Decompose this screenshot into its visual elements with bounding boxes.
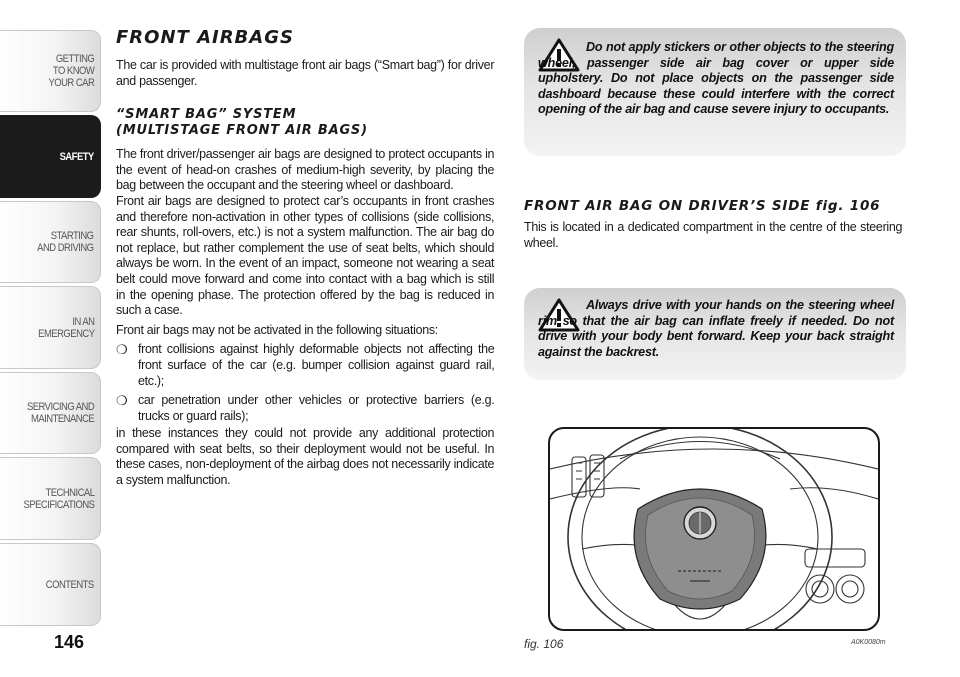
page-number: 146 bbox=[54, 632, 85, 652]
section-heading-line2: (MULTISTAGE FRONT AIR BAGS) bbox=[116, 123, 368, 139]
list-item-text: car penetration under other vehicles or protective barriers (e.g. trucks or guard rails); bbox=[138, 393, 495, 423]
tab-servicing-and-maintenance[interactable] bbox=[0, 372, 101, 454]
body-paragraph: Front air bags are designed to protect car’s occupants in front crashes and therefore non-activation in other types of collisions (side collisions, rear shunts, roll-overs, etc.) is not a system malfunction. The air bag do not replace, but rather complement the use of seat belts, which should always be worn. In the event of an impact, someone not wearing a seat belt could move forward and come into contact with a bag which is still in the opening phase. The protection offered by the bag is reduced in such a case. bbox=[116, 193, 495, 318]
list-item bbox=[116, 342, 498, 389]
tab-technical-specifications[interactable] bbox=[0, 457, 101, 540]
warning-box bbox=[524, 28, 906, 156]
left-column bbox=[116, 27, 498, 489]
tab-in-an-emergency[interactable] bbox=[0, 286, 101, 369]
tab-safety[interactable] bbox=[0, 115, 101, 198]
driver-airbag-section bbox=[524, 198, 906, 251]
tab-getting-to-know-your-car[interactable] bbox=[0, 30, 101, 112]
tab-label: IN AN EMERGENCY bbox=[37, 315, 94, 340]
list-item bbox=[116, 393, 498, 424]
tab-starting-and-driving[interactable] bbox=[0, 201, 101, 283]
intro-paragraph: The car is provided with multistage front air bags (“Smart bag”) for driver and passenger. bbox=[116, 58, 495, 88]
body-paragraph: The front driver/passenger air bags are designed to protect occupants in the event of head-on crashes of medium-high severity, by placing the bag between the occupant and the steering wheel or dashboard. bbox=[116, 147, 495, 193]
list-item-text: front collisions against highly deformable objects not affecting the front surface of the car (e.g. bumper collision against guard rail, etc.); bbox=[138, 342, 495, 388]
tab-label: SERVICING AND MAINTENANCE bbox=[26, 401, 94, 425]
body-paragraph: Front air bags may not be activated in the following situations: bbox=[116, 322, 438, 337]
figure-caption: fig. 106 bbox=[524, 637, 564, 651]
body-paragraph: This is located in a dedicated compartment in the centre of the steering wheel. bbox=[524, 220, 903, 250]
steering-wheel-illustration bbox=[550, 429, 878, 629]
tab-label: CONTENTS bbox=[46, 578, 94, 591]
tab-label: GETTING TO KNOW YOUR CAR bbox=[48, 53, 94, 89]
warning-text: Always drive with your hands on the steering wheel rim so that the air bag can inflate freely if needed. Do not drive with your body bent forward. Keep your back straight against the backrest. bbox=[538, 298, 894, 359]
tab-label: TECHNICAL SPECIFICATIONS bbox=[23, 486, 94, 511]
section-heading: FRONT AIR BAG ON DRIVER’S SIDE fig. 106 bbox=[524, 198, 881, 214]
section-heading bbox=[116, 107, 498, 139]
tab-contents[interactable] bbox=[0, 543, 101, 626]
section-heading-line1: “SMART BAG” SYSTEM bbox=[116, 107, 297, 123]
body-paragraph: in these instances they could not provide any additional protection compared with seat belts, so their deployment would not be useful. In these cases, non-deployment of the airbag does not necessarily indicate a system malfunction. bbox=[116, 426, 495, 488]
figure-steering-wheel bbox=[548, 427, 880, 631]
tab-label: SAFETY bbox=[59, 150, 94, 163]
tab-label: STARTING AND DRIVING bbox=[37, 230, 94, 254]
warning-text: Do not apply stickers or other objects to the steering wheel, passenger side air bag cover or upper side upholstery. Do not place objects on the passenger side dashboard because these could interfere with the correct opening of the air bag and cause severe injury to occupants. bbox=[538, 40, 894, 116]
bullet-icon: ❍ bbox=[116, 342, 128, 358]
bullet-icon: ❍ bbox=[116, 393, 128, 409]
page-title: FRONT AIRBAGS bbox=[116, 27, 294, 48]
warning-box bbox=[524, 288, 906, 380]
figure-code: A0K0080m bbox=[851, 639, 886, 646]
